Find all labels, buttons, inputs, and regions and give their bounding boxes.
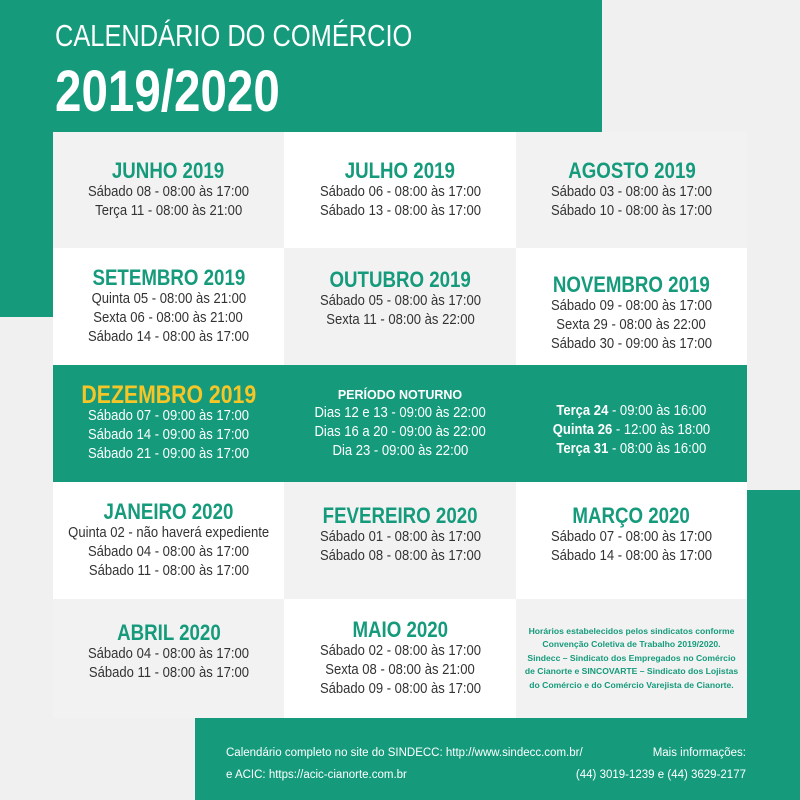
schedule-line: Sábado 03 - 08:00 às 17:00: [550, 184, 713, 200]
schedule-line: Sábado 08 - 08:00 às 17:00: [319, 548, 481, 564]
schedule-line: Terça 11 - 08:00 às 21:00: [94, 203, 243, 219]
cell-agosto-2019: [516, 132, 747, 248]
footer-phones: (44) 3019-1239 e (44) 3629-2177: [575, 769, 746, 781]
month-title: JULHO 2019: [344, 158, 456, 183]
cell-fevereiro-2020: [284, 482, 516, 599]
schedule-line: Sábado 14 - 08:00 às 17:00: [550, 548, 713, 564]
schedule-line: [553, 421, 710, 440]
schedule-line: Sábado 21 - 09:00 às 17:00: [87, 446, 250, 462]
month-title: JUNHO 2019: [112, 158, 225, 183]
schedule-line: Sábado 04 - 08:00 às 17:00: [87, 544, 250, 560]
schedule-line: Sábado 10 - 08:00 às 17:00: [550, 203, 713, 219]
schedule-line: Dias 12 e 13 - 09:00 às 22:00: [314, 405, 486, 421]
cell-periodo-noturno: [284, 365, 516, 482]
title-year: 2019/2020: [55, 59, 280, 124]
schedule-line: Sábado 07 - 08:00 às 17:00: [550, 529, 713, 545]
month-title: MARÇO 2020: [572, 503, 691, 528]
footer-site-info: [226, 742, 583, 786]
cell-novembro-2019: [516, 248, 747, 365]
month-title: AGOSTO 2019: [567, 158, 696, 183]
schedule-line: Sábado 13 - 08:00 às 17:00: [319, 203, 481, 219]
schedule-line: Sábado 08 - 08:00 às 17:00: [87, 184, 250, 200]
footer-site-line[interactable]: Calendário completo no site do SINDECC: http://www.sindecc.com.br/: [226, 747, 583, 759]
schedule-line: Sábado 30 - 09:00 às 17:00: [550, 336, 713, 352]
section-heading: PERÍODO NOTURNO: [337, 388, 463, 402]
cell-marco-2020: [516, 482, 747, 599]
footer-contact-info: [576, 742, 746, 786]
cell-outubro-2019: [284, 248, 516, 365]
month-title: FEVEREIRO 2020: [322, 503, 478, 528]
cell-abril-2020: [53, 599, 284, 718]
schedule-line: Sexta 08 - 08:00 às 21:00: [325, 662, 475, 678]
schedule-line: Sábado 09 - 08:00 às 17:00: [550, 298, 713, 314]
cell-setembro-2019: [53, 248, 284, 365]
schedule-line: [557, 402, 707, 421]
note-line: de Cianorte e SINCOVARTE – Sindicato dos Lojistas: [524, 666, 739, 677]
title-line1: CALENDÁRIO DO COMÉRCIO: [55, 18, 413, 53]
time-range: - 09:00 às 16:00: [608, 403, 707, 419]
cell-julho-2019: [284, 132, 516, 248]
calendar-grid: [53, 132, 747, 718]
month-title: NOVEMBRO 2019: [553, 272, 710, 297]
month-title: ABRIL 2020: [116, 620, 221, 645]
schedule-line: Sábado 11 - 08:00 às 17:00: [88, 563, 249, 579]
note-line: do Comércio e do Comércio Varejista de Cianorte.: [529, 679, 734, 690]
day-label: Quinta 26: [552, 422, 613, 438]
time-range: - 12:00 às 18:00: [612, 422, 711, 438]
schedule-line: Sábado 11 - 08:00 às 17:00: [88, 665, 249, 681]
schedule-line: Sábado 14 - 08:00 às 17:00: [87, 329, 250, 345]
schedule-line: Sábado 14 - 09:00 às 17:00: [87, 427, 250, 443]
schedule-line: Sábado 07 - 09:00 às 17:00: [87, 408, 250, 424]
day-label: Terça 31: [556, 441, 609, 457]
month-title: JANEIRO 2020: [103, 499, 234, 524]
schedule-line: Sábado 05 - 08:00 às 17:00: [319, 293, 481, 309]
schedule-line: Dia 23 - 09:00 às 22:00: [332, 443, 468, 459]
schedule-line: Sexta 11 - 08:00 às 22:00: [325, 312, 475, 328]
day-label: Terça 24: [556, 403, 609, 419]
schedule-line: Sábado 01 - 08:00 às 17:00: [319, 529, 481, 545]
note-line: Convenção Coletiva de Trabalho 2019/2020.: [542, 639, 721, 650]
cell-dezembro-extra: [516, 365, 747, 482]
note-line: Horários estabelecidos pelos sindicatos conforme: [528, 625, 735, 636]
cell-maio-2020: [284, 599, 516, 718]
footer-acic-line[interactable]: e ACIC: https://acic-cianorte.com.br: [226, 769, 407, 781]
month-title: MAIO 2020: [352, 617, 448, 642]
schedule-line: Sexta 29 - 08:00 às 22:00: [556, 317, 707, 333]
schedule-line: Sábado 02 - 08:00 às 17:00: [319, 643, 481, 659]
schedule-line: Sábado 09 - 08:00 às 17:00: [319, 681, 481, 697]
cell-junho-2019: [53, 132, 284, 248]
month-title: SETEMBRO 2019: [92, 265, 245, 290]
schedule-line: Sexta 06 - 08:00 às 21:00: [93, 310, 244, 326]
schedule-line: Sábado 06 - 08:00 às 17:00: [319, 184, 481, 200]
schedule-line: Quinta 05 - 08:00 às 21:00: [91, 291, 246, 307]
cell-dezembro-2019: [53, 365, 284, 482]
cell-nota-sindicatos: [516, 599, 747, 718]
schedule-line: Dias 16 a 20 - 09:00 às 22:00: [314, 424, 486, 440]
schedule-line: [557, 440, 707, 459]
note-line: Sindecc – Sindicato dos Empregados no Comércio: [527, 652, 736, 663]
month-title: OUTUBRO 2019: [329, 267, 471, 292]
schedule-line: Quinta 02 - não haverá expediente: [68, 525, 269, 541]
time-range: - 08:00 às 16:00: [608, 441, 707, 457]
schedule-line: Sábado 04 - 08:00 às 17:00: [87, 646, 250, 662]
cell-janeiro-2020: [53, 482, 284, 599]
footer-contact-heading: Mais informações:: [652, 747, 746, 759]
month-title: DEZEMBRO 2019: [81, 381, 256, 409]
